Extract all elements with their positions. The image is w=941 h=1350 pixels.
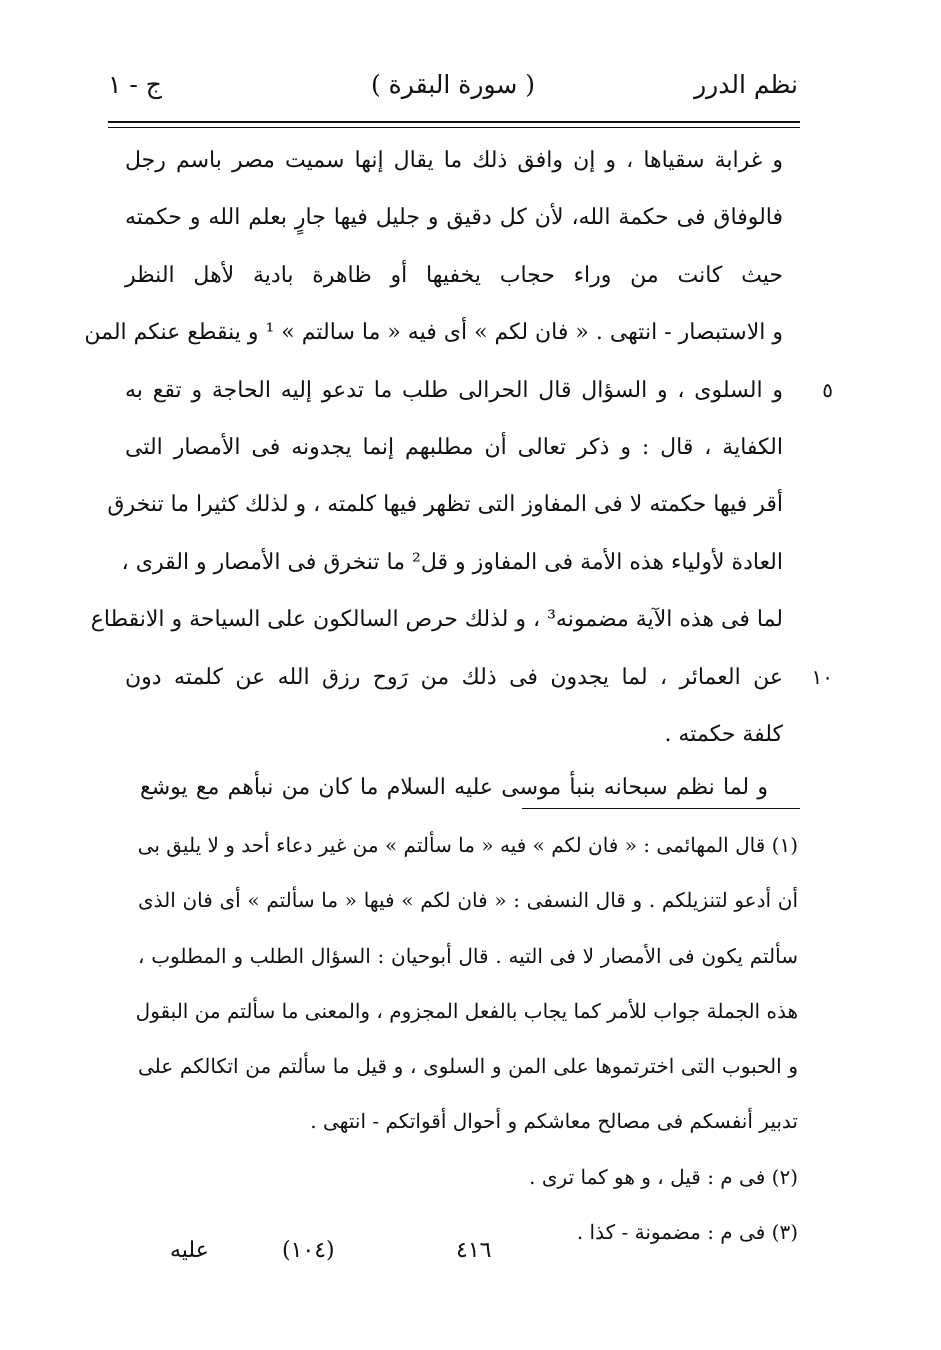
text-line: ٥ و السلوى ، و السؤال قال الحرالى طلب ما تدعو إليه الحاجة و تقع به [125, 362, 783, 419]
text-line: العادة لأولياء هذه الأمة فى المفاوز و قل² ما تنخرق فى الأمصار و القرى ، [121, 549, 783, 575]
text-line: ١٠ عن العمائر ، لما يجدون فى ذلك من رَوح رزق الله عن كلمته دون [125, 649, 783, 706]
volume-reference: (١٠٤) [282, 1238, 335, 1263]
text-line: كلفة حكمته . [664, 721, 783, 747]
running-header [108, 62, 798, 106]
footnote-line: و الحبوب التى اخترتموها على المن و السلوى ، و قيل ما سألتم من اتكالكم على [138, 1054, 798, 1079]
text-line: لما فى هذه الآية مضمونه³ ، و لذلك حرص السالكون على السياحة و الانقطاع [90, 607, 783, 633]
text-line: حيث كانت من وراء حجاب يخفيها أو ظاهرة بادية لأهل النظر [125, 262, 783, 288]
text-line: و الاستبصار - انتهى . « فان لكم » أى فيه « ما سالتم » ¹ و ينقطع عنكم المن [84, 320, 783, 346]
page-footer [160, 1230, 560, 1270]
text-line: فالوفاق فى حكمة الله، لأن كل دقيق و جليل فيها جارٍ بعلم الله و حكمته [125, 205, 783, 231]
footnote-line: (٢) فى م : قيل ، و هو كما ترى . [529, 1164, 798, 1189]
footnote-line: (١) قال المهائمى : « فان لكم » فيه « ما سألتم » من غير دعاء أحد و لا يليق بى [137, 833, 798, 857]
footnote-line: أن أدعو لتنزيلكم . و قال النسفى : « فان لكم » فيها « ما سألتم » أى فان الذى [138, 888, 798, 913]
text-line: الكفاية ، قال : و ذكر تعالى أن مطلبهم إنما يجدونه فى الأمصار التى [125, 434, 783, 460]
footnote-line: سألتم يكون فى الأمصار لا فى التيه . قال أبوحيان : السؤال الطلب و المطلوب ، [138, 943, 798, 968]
footnotes [135, 818, 798, 1260]
volume-label: ج - ١ [108, 70, 162, 99]
header-rule-thin [108, 127, 800, 128]
footnote-separator [522, 808, 800, 809]
footnote-line: (٣) فى م : مضمونة - كذا . [576, 1220, 798, 1245]
text-line: أقر فيها حكمته لا فى المفاوز التى تظهر فيها كلمته ، و لذلك كثيرا ما تنخرق [107, 492, 783, 518]
footnote-line: تدبير أنفسكم فى مصالح معاشكم و أحوال أقواتكم - انتهى . [310, 1109, 798, 1134]
paragraph-start: و لما نظم سبحانه بنبأ موسى عليه السلام ما كان من نبأهم مع يوشع [140, 775, 768, 800]
book-title: نظم الدرر [694, 70, 798, 99]
text-line: و غرابة سقياها ، و إن وافق ذلك ما يقال إنها سميت مصر باسم رجل [125, 148, 783, 173]
main-text [84, 132, 833, 763]
line-number: ٥ [822, 377, 833, 402]
catchword: عليه [170, 1238, 209, 1263]
header-rule-thick [108, 121, 800, 123]
line-number: ١٠ [811, 664, 833, 689]
surah-title: ( سورة البقرة ) [370, 70, 536, 99]
page-number: ٤١٦ [456, 1238, 492, 1263]
footnote-line: هذه الجملة جواب للأمر كما يجاب بالفعل المجزوم ، والمعنى ما سألتم من البقول [135, 998, 798, 1023]
